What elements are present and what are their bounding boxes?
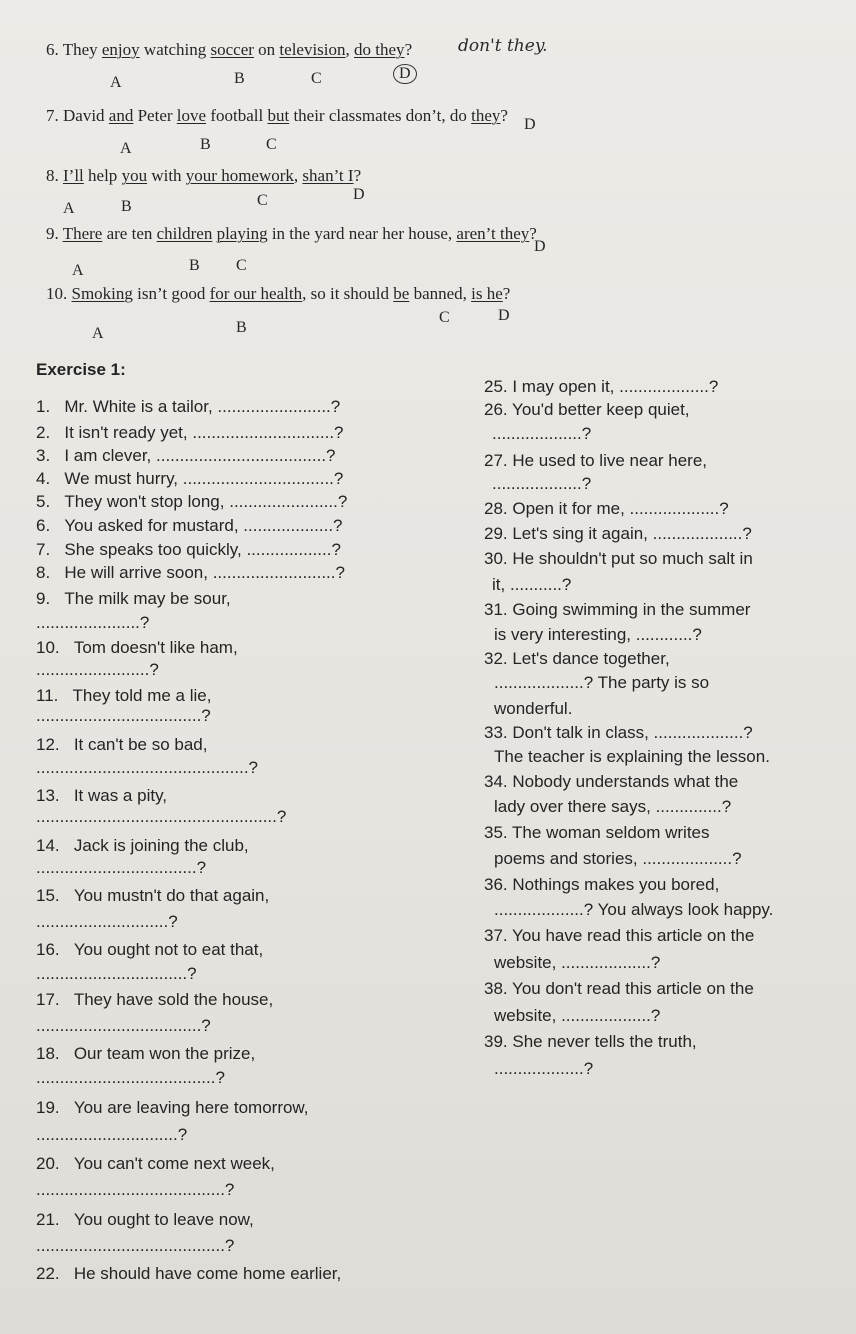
item-30: 30. He shouldn't put so much salt in xyxy=(484,549,753,568)
item-17-blank: ...................................? xyxy=(36,1016,211,1035)
letter-c: C xyxy=(266,136,277,153)
item-39-blank: ...................? xyxy=(494,1059,594,1078)
letter-d: D xyxy=(534,238,546,255)
item-12: 12. It can't be so bad, xyxy=(36,735,208,754)
question-8: 8. I’ll help you with your homework, shan’t I? xyxy=(46,166,362,185)
item-4: 4. We must hurry, ................................? xyxy=(36,469,344,488)
letter-b: B xyxy=(234,70,245,87)
item-13-blank: ...................................................? xyxy=(36,807,287,826)
item-1: 1. Mr. White is a tailor, ........................? xyxy=(36,397,341,416)
item-21-blank: ........................................? xyxy=(36,1236,235,1255)
exercise-title: Exercise 1: xyxy=(36,360,126,379)
item-10: 10. Tom doesn't like ham, xyxy=(36,638,238,657)
item-8: 8. He will arrive soon, ..........................? xyxy=(36,563,345,582)
question-6: 6. They enjoy watching soccer on television, do they? xyxy=(46,40,413,59)
item-25: 25. I may open it, ...................? xyxy=(484,377,719,396)
question-7: 7. David and Peter love football but their classmates don’t, do they? xyxy=(46,106,508,125)
item-36-cont: ...................? You always look happy. xyxy=(494,900,774,919)
item-27: 27. He used to live near here, xyxy=(484,451,708,470)
letter-a: A xyxy=(63,200,75,217)
item-17: 17. They have sold the house, xyxy=(36,990,274,1009)
item-10-blank: ........................? xyxy=(36,660,159,679)
item-14: 14. Jack is joining the club, xyxy=(36,836,249,855)
letter-b: B xyxy=(236,319,247,336)
item-28: 28. Open it for me, ...................? xyxy=(484,499,729,518)
item-16: 16. You ought not to eat that, xyxy=(36,940,264,959)
item-15: 15. You mustn't do that again, xyxy=(36,886,270,905)
item-37: 37. You have read this article on the xyxy=(484,926,755,945)
item-30-cont: it, ...........? xyxy=(492,575,572,594)
letter-c: C xyxy=(439,309,450,326)
item-15-blank: ............................? xyxy=(36,912,178,931)
handwritten-answer-6: don't they. xyxy=(458,36,548,56)
letter-a: A xyxy=(110,74,122,91)
item-11-blank: ...................................? xyxy=(36,706,211,725)
letter-b: B xyxy=(189,257,200,274)
letter-d-circled: D xyxy=(393,64,417,84)
item-22: 22. He should have come home earlier, xyxy=(36,1264,342,1283)
item-2: 2. It isn't ready yet, ..............................? xyxy=(36,423,344,442)
letter-a: A xyxy=(120,140,132,157)
item-29: 29. Let's sing it again, ...................? xyxy=(484,524,752,543)
item-19: 19. You are leaving here tomorrow, xyxy=(36,1098,309,1117)
letter-a: A xyxy=(92,325,104,342)
item-14-blank: ..................................? xyxy=(36,858,207,877)
question-9: 9. There are ten children playing in the yard near her house, aren’t they? xyxy=(46,224,537,243)
letter-a: A xyxy=(72,262,84,279)
letter-c: C xyxy=(257,192,268,209)
item-32-cont2: wonderful. xyxy=(494,699,573,718)
item-31: 31. Going swimming in the summer xyxy=(484,600,751,619)
item-32-cont: ...................? The party is so xyxy=(494,673,710,692)
item-9-blank: ......................? xyxy=(36,613,150,632)
item-6: 6. You asked for mustard, ...................? xyxy=(36,516,343,535)
item-11: 11. They told me a lie, xyxy=(36,686,212,705)
item-18-blank: ......................................? xyxy=(36,1068,225,1087)
item-38-cont: website, ...................? xyxy=(494,1006,661,1025)
item-32: 32. Let's dance together, xyxy=(484,649,670,668)
question-10: 10. Smoking isn’t good for our health, so it should be banned, is he? xyxy=(46,284,511,303)
item-12-blank: .............................................? xyxy=(36,758,258,777)
item-38: 38. You don't read this article on the xyxy=(484,979,754,998)
item-33: 33. Don't talk in class, ...................? xyxy=(484,723,753,742)
item-9: 9. The milk may be sour, xyxy=(36,589,231,608)
letter-d: D xyxy=(353,186,365,203)
item-7: 7. She speaks too quickly, ..................? xyxy=(36,540,341,559)
item-36: 36. Nothings makes you bored, xyxy=(484,875,720,894)
item-20-blank: ........................................? xyxy=(36,1180,235,1199)
item-13: 13. It was a pity, xyxy=(36,786,168,805)
item-35: 35. The woman seldom writes xyxy=(484,823,710,842)
item-39: 39. She never tells the truth, xyxy=(484,1032,697,1051)
letter-d: D xyxy=(524,116,536,133)
item-16-blank: ................................? xyxy=(36,964,197,983)
item-5: 5. They won't stop long, .......................? xyxy=(36,492,348,511)
item-34: 34. Nobody understands what the xyxy=(484,772,739,791)
item-21: 21. You ought to leave now, xyxy=(36,1210,254,1229)
item-33-cont: The teacher is explaining the lesson. xyxy=(494,747,770,766)
item-34-cont: lady over there says, ..............? xyxy=(494,797,732,816)
item-37-cont: website, ...................? xyxy=(494,953,661,972)
letter-d: D xyxy=(498,307,510,324)
item-18: 18. Our team won the prize, xyxy=(36,1044,256,1063)
item-26: 26. You'd better keep quiet, xyxy=(484,400,690,419)
item-26-blank: ...................? xyxy=(492,424,592,443)
item-20: 20. You can't come next week, xyxy=(36,1154,275,1173)
letter-b: B xyxy=(200,136,211,153)
item-35-cont: poems and stories, ...................? xyxy=(494,849,742,868)
letter-c: C xyxy=(311,70,322,87)
item-27-blank: ...................? xyxy=(492,474,592,493)
item-31-cont: is very interesting, ............? xyxy=(494,625,702,644)
letter-c: C xyxy=(236,257,247,274)
item-3: 3. I am clever, ....................................? xyxy=(36,446,336,465)
letter-b: B xyxy=(121,198,132,215)
item-19-blank: ..............................? xyxy=(36,1125,188,1144)
